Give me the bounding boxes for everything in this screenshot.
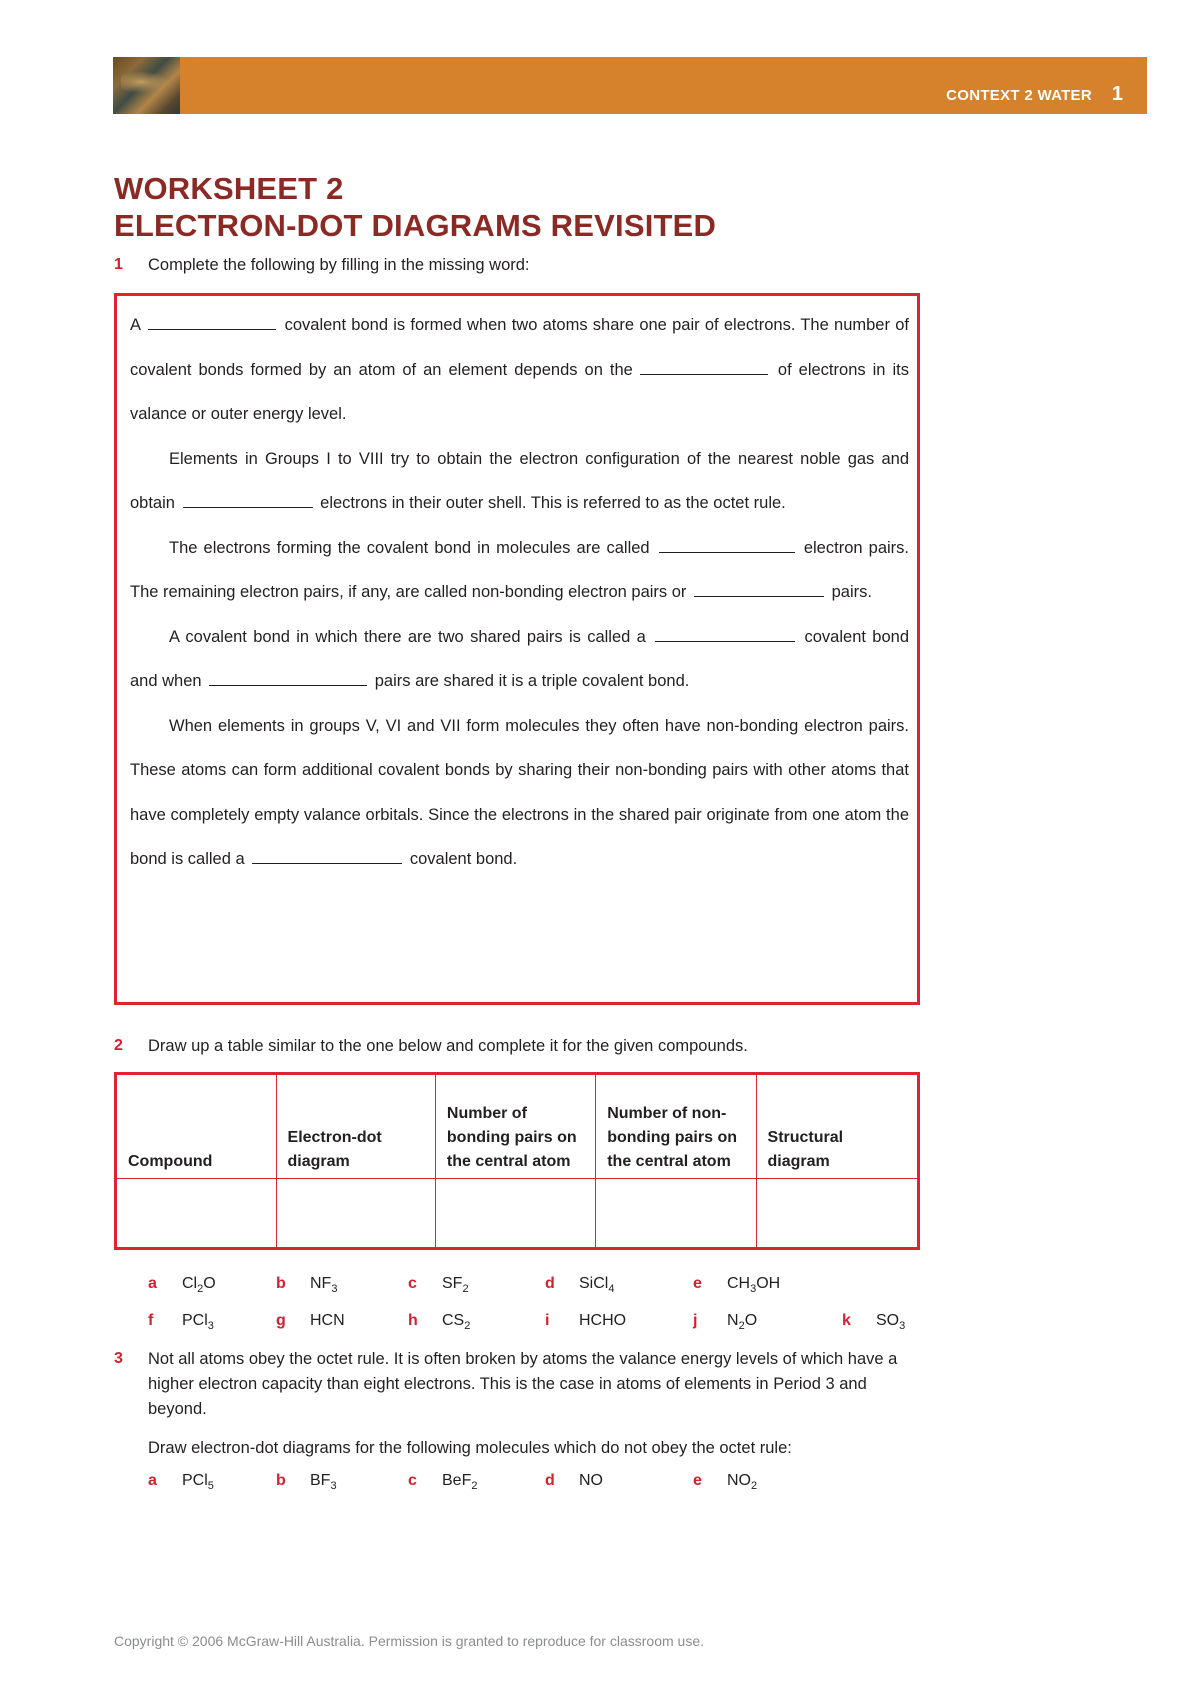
formula-subscript: 2 (751, 1480, 758, 1492)
formula: O (203, 1275, 216, 1292)
compound-item (408, 1312, 470, 1330)
text: pairs are shared it is a triple covalent bond. (374, 672, 690, 690)
compound-item (148, 1275, 216, 1293)
paragraph-4 (130, 615, 909, 704)
text: When elements in groups V, VI and VII form molecules they often have non-bonding electron pairs. These atoms can form additional covalent bonds by sharing their non-bonding pairs with other atoms that have completely empty valance orbitals. Since the electrons in the shared pair originate from one atom the bond is called a (130, 716, 909, 868)
item-letter: b (276, 1472, 286, 1489)
item-letter: c (408, 1275, 417, 1292)
formula-subscript: 2 (197, 1283, 204, 1295)
text: pairs. (831, 583, 872, 601)
answer-blank[interactable] (640, 373, 768, 375)
formula: OH (756, 1275, 781, 1292)
fill-in-text (130, 303, 909, 882)
molecule-item (148, 1472, 214, 1490)
formula: SO (876, 1312, 900, 1329)
text: covalent bond. (409, 850, 518, 868)
table-row (116, 1178, 919, 1248)
item-letter: a (148, 1275, 157, 1292)
answer-blank[interactable] (252, 862, 402, 864)
text: Elements in Groups I to VIII try to obtain the electron configuration of the nearest noble gas and obtain (130, 449, 909, 512)
table-cell[interactable] (435, 1178, 595, 1248)
table-header: Structural diagram (756, 1074, 918, 1179)
molecule-item (545, 1472, 603, 1490)
formula-subscript: 2 (464, 1320, 471, 1332)
formula: SiCl (579, 1275, 609, 1292)
item-letter: j (693, 1312, 698, 1329)
formula-subscript: 2 (462, 1283, 469, 1295)
formula: PCl (182, 1312, 208, 1329)
answer-blank[interactable] (148, 328, 276, 330)
title-line-1: WORKSHEET 2 (114, 171, 344, 206)
header-photo (113, 57, 180, 114)
compound-item (545, 1275, 614, 1293)
question-3-intro: Not all atoms obey the octet rule. It is often broken by atoms the valance energy levels of which have a higher electron capacity than eight electrons. This is the case in atoms of elements in Period 3 and beyond. (148, 1350, 898, 1418)
item-letter: g (276, 1312, 286, 1329)
formula: HCN (310, 1312, 345, 1329)
formula: N (727, 1312, 739, 1329)
formula: NO (727, 1472, 751, 1489)
table-header: Number of bonding pairs on the central atom (435, 1074, 595, 1179)
item-letter: e (693, 1472, 702, 1489)
formula-subscript: 2 (471, 1480, 478, 1492)
formula-subscript: 3 (899, 1320, 906, 1332)
molecule-item (276, 1472, 337, 1490)
question-2-prompt: Draw up a table similar to the one below and complete it for the given compounds. (148, 1037, 748, 1055)
page-number: 1 (1111, 83, 1123, 105)
formula-subscript: 3 (331, 1283, 338, 1295)
question-1-number: 1 (114, 256, 123, 273)
text: A (130, 316, 141, 334)
question-2-number: 2 (114, 1037, 123, 1054)
copyright-footer: Copyright © 2006 McGraw-Hill Australia. Permission is granted to reproduce for classroom use. (114, 1633, 704, 1649)
formula: CS (442, 1312, 465, 1329)
item-letter: f (148, 1312, 154, 1329)
paragraph-5 (130, 704, 909, 882)
compound-item (842, 1312, 905, 1330)
molecule-item (693, 1472, 757, 1490)
item-letter: k (842, 1312, 851, 1329)
item-letter: i (545, 1312, 550, 1329)
table-cell[interactable] (756, 1178, 918, 1248)
formula: PCl (182, 1472, 208, 1489)
item-letter: d (545, 1472, 555, 1489)
molecule-item (408, 1472, 477, 1490)
header-bar (113, 57, 1147, 114)
worksheet-title (114, 170, 716, 244)
table-header: Compound (116, 1074, 277, 1179)
context-label: CONTEXT 2 WATER (946, 87, 1092, 104)
item-letter: e (693, 1275, 702, 1292)
formula: Cl (182, 1275, 198, 1292)
formula: BeF (442, 1472, 472, 1489)
paragraph-2 (130, 437, 909, 526)
compound-item (693, 1312, 757, 1330)
compound-item (276, 1275, 337, 1293)
answer-blank[interactable] (209, 684, 367, 686)
table-cell[interactable] (596, 1178, 756, 1248)
table-header: Number of non-bonding pairs on the central atom (596, 1074, 756, 1179)
answer-blank[interactable] (659, 551, 795, 553)
text: covalent bond and when (130, 627, 909, 690)
formula-subscript: 2 (738, 1320, 745, 1332)
text: electrons in their outer shell. This is referred to as the octet rule. (320, 494, 786, 512)
item-letter: b (276, 1275, 286, 1292)
item-letter: d (545, 1275, 555, 1292)
paragraph-1 (130, 303, 909, 437)
compound-item (545, 1312, 626, 1330)
formula-subscript: 3 (750, 1283, 757, 1295)
question-3-instruction: Draw electron-dot diagrams for the following molecules which do not obey the octet rule: (148, 1439, 792, 1457)
formula-subscript: 3 (207, 1320, 214, 1332)
compound-item (408, 1275, 469, 1293)
compound-item (276, 1312, 345, 1330)
fill-in-box (114, 293, 920, 1005)
text: A covalent bond in which there are two shared pairs is called a (169, 627, 646, 646)
item-letter: h (408, 1312, 418, 1329)
answer-blank[interactable] (183, 506, 313, 508)
table-header-row (116, 1074, 919, 1179)
question-1-prompt: Complete the following by filling in the missing word: (148, 256, 530, 274)
formula: NO (579, 1472, 603, 1489)
formula-subscript: 4 (608, 1283, 615, 1295)
title-line-2: ELECTRON-DOT DIAGRAMS REVISITED (114, 208, 717, 243)
text: of electrons in its valance or outer energy level. (130, 360, 909, 423)
formula: CH (727, 1275, 751, 1292)
formula-subscript: 3 (330, 1480, 337, 1492)
formula: NF (310, 1275, 332, 1292)
compound-table (114, 1072, 920, 1250)
table-cell[interactable] (276, 1178, 435, 1248)
formula: HCHO (579, 1312, 627, 1329)
answer-blank[interactable] (694, 595, 824, 597)
compound-item (148, 1312, 214, 1330)
question-3-number: 3 (114, 1350, 123, 1367)
answer-blank[interactable] (655, 640, 795, 642)
text: covalent bond is formed when two atoms share one pair of electrons. The number of covalent bonds formed by an atom of an element depends on the (130, 316, 909, 379)
text: electron pairs. The remaining electron pairs, if any, are called non-bonding electron pairs or (130, 538, 910, 601)
formula: BF (310, 1472, 331, 1489)
item-letter: a (148, 1472, 157, 1489)
text: The electrons forming the covalent bond in molecules are called (169, 538, 650, 557)
formula: SF (442, 1275, 463, 1292)
item-letter: c (408, 1472, 417, 1489)
table-header: Electron-dot diagram (276, 1074, 435, 1179)
table-cell[interactable] (116, 1178, 277, 1248)
paragraph-3 (130, 526, 909, 615)
formula: O (744, 1312, 758, 1329)
formula-subscript: 5 (207, 1480, 214, 1492)
compound-item (693, 1275, 780, 1293)
